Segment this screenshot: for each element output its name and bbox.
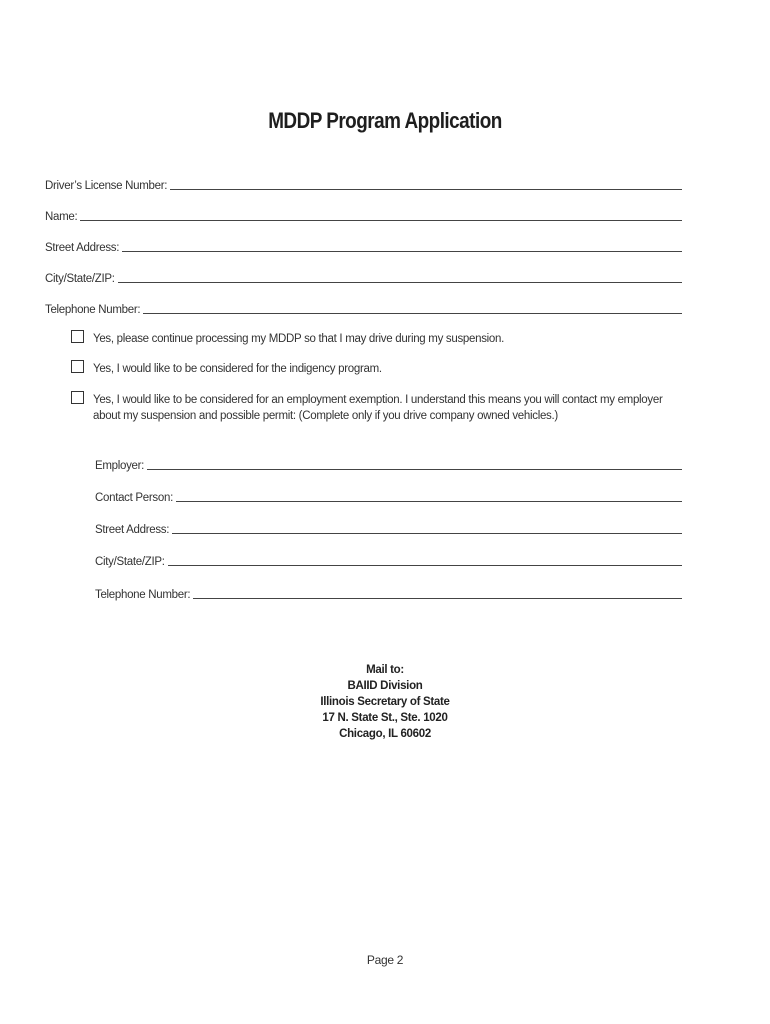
employment-exemption-text: Yes, I would like to be considered for an employment exemption. I understand this means you will contact my employer about my suspension and possible permit: (Complete only if you drive company owned vehicles.)	[93, 394, 663, 422]
city-state-zip-input[interactable]	[118, 282, 682, 283]
employer-city-state-zip-label: City/State/ZIP:	[95, 556, 165, 568]
employer-input[interactable]	[147, 469, 682, 470]
street-address-field	[45, 238, 682, 254]
mail-street: 17 N. State St., Ste. 1020	[322, 712, 448, 724]
continue-mddp-text: Yes, please continue processing my MDDP so that I may drive during my suspension.	[93, 333, 504, 345]
employer-city-state-zip-input[interactable]	[168, 565, 682, 566]
mail-office: Illinois Secretary of State	[320, 696, 450, 708]
form-title: MDDP Program Application	[268, 108, 502, 133]
option-continue-mddp	[71, 330, 682, 347]
employer-label: Employer:	[95, 460, 145, 472]
option-indigency	[71, 360, 682, 377]
name-field	[45, 207, 682, 223]
employer-street-address-input[interactable]	[172, 533, 682, 534]
contact-person-input[interactable]	[176, 501, 682, 502]
option-employment-exemption	[71, 391, 682, 424]
employment-exemption-checkbox[interactable]	[71, 391, 84, 404]
page-number: Page 2	[366, 953, 404, 967]
city-state-zip-label: City/State/ZIP:	[45, 273, 115, 285]
employer-telephone-input[interactable]	[193, 598, 682, 599]
drivers-license-label: Driver’s License Number:	[45, 180, 168, 192]
mail-heading: Mail to:	[366, 664, 404, 676]
telephone-label: Telephone Number:	[45, 304, 141, 316]
indigency-checkbox[interactable]	[71, 360, 84, 373]
drivers-license-input[interactable]	[170, 189, 682, 190]
employer-street-address-label: Street Address:	[95, 524, 170, 536]
employer-field	[95, 456, 682, 472]
mailing-address	[0, 662, 770, 742]
employer-street-address-field	[95, 520, 682, 536]
mail-division: BAIID Division	[347, 680, 423, 692]
contact-person-field	[95, 488, 682, 504]
continue-mddp-checkbox[interactable]	[71, 330, 84, 343]
city-state-zip-field	[45, 269, 682, 285]
employer-telephone-field	[95, 585, 682, 601]
indigency-text: Yes, I would like to be considered for the indigency program.	[93, 363, 382, 375]
contact-person-label: Contact Person:	[95, 492, 173, 504]
name-input[interactable]	[80, 220, 682, 221]
name-label: Name:	[45, 211, 78, 223]
street-address-input[interactable]	[122, 251, 682, 252]
street-address-label: Street Address:	[45, 242, 120, 254]
drivers-license-field	[45, 176, 682, 192]
employer-telephone-label: Telephone Number:	[95, 589, 191, 601]
telephone-input[interactable]	[143, 313, 682, 314]
mail-city: Chicago, IL 60602	[339, 728, 431, 740]
employer-city-state-zip-field	[95, 552, 682, 568]
telephone-field	[45, 300, 682, 316]
